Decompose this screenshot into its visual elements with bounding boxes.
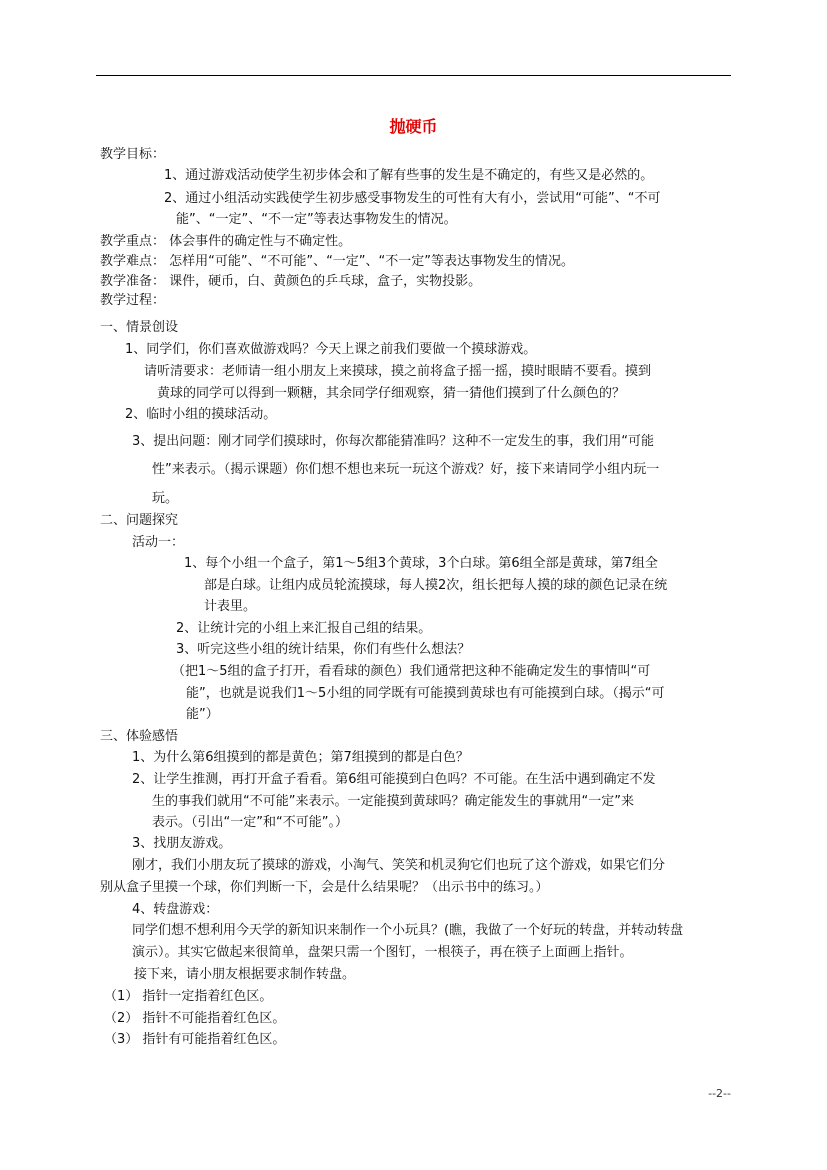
objective-1: 1、通过游戏活动使学生初步体会和了解有些事的发生是不确定的，有些又是必然的。 [164, 168, 654, 183]
section-3-item-2-line-1: 2、让学生推测，再打开盒子看看。第6组可能摸到白色吗？不可能。在生活中遇到确定不发 [132, 772, 656, 787]
requirement-2: （2） 指针不可能指着红色区。 [104, 1011, 286, 1026]
section-3-item-4: 4、转盘游戏： [132, 902, 219, 917]
section-3-item-3: 3、找朋友游戏。 [132, 836, 232, 851]
section-2-note-line-3: 能”） [186, 707, 219, 722]
section-3-heading: 三、体验感悟 [100, 729, 179, 744]
section-2-note-line-1: （把1～5组的盒子打开，看看球的颜色）我们通常把这种不能确定发生的事情叫“可 [172, 664, 651, 679]
key-point: 教学重点： 体会事件的确定性与不确定性。 [100, 234, 352, 249]
section-3-para-1-line-1: 刚才，我们小朋友玩了摸球的游戏，小淘气、笑笑和机灵狗它们也玩了这个游戏，如果它们分 [132, 858, 666, 873]
objectives-label: 教学目标： [100, 147, 166, 162]
section-3-para-2-line-1: 同学们想不想利用今天学的新知识来制作一个小玩具？(瞧，我做了一个好玩的转盘，并转动转盘 [132, 923, 684, 938]
section-2-item-3: 3、听完这些小组的统计结果，你们有些什么想法？ [176, 642, 471, 657]
process-label: 教学过程： [100, 293, 166, 308]
section-1-heading: 一、情景创设 [100, 320, 179, 335]
section-3-para-3: 接下来，请小朋友根据要求制作转盘。 [134, 967, 356, 982]
section-1-item-1-detail-2: 黄球的同学可以得到一颗糖，其余同学仔细观察，猜一猜他们摸到了什么颜色的？ [157, 386, 626, 401]
section-2-item-1-line-1: 1、每个小组一个盒子，第1～5组3个黄球，3个白球。第6组全部是黄球，第7组全 [184, 556, 658, 571]
section-1-item-3-line-1: 3、提出问题：刚才同学们摸球时，你每次都能猜准吗？这种不一定发生的事，我们用“可能 [132, 434, 655, 449]
section-3-para-2-line-2: 演示）。其实它做起来很简单，盘架只需一个图钉，一根筷子，再在筷子上面画上指针。 [132, 945, 633, 960]
section-2-note-line-2: 能”，也就是说我们1～5小组的同学既有可能摸到黄球也有可能摸到白球。（揭示“可 [186, 686, 665, 701]
activity-label: 活动一： [132, 535, 185, 550]
objective-2-line-1: 2、通过小组活动实践使学生初步感受事物发生的可性有大有小，尝试用“可能”、“不可 [164, 191, 661, 206]
section-1-item-2: 2、临时小组的摸球活动。 [125, 407, 277, 422]
section-3-para-1-line-2: 别从盒子里摸一个球，你们判断一下，会是什么结果呢？（出示书中的练习。） [100, 880, 549, 895]
section-1-item-1-detail-1: 请听清要求：老师请一组小朋友上来摸球，摸之前将盒子摇一摇，摸时眼睛不要看。摸到 [144, 364, 652, 379]
preparation: 教学准备： 课件，硬币，白、黄颜色的乒乓球，盒子，实物投影。 [100, 274, 482, 289]
section-2-item-1-line-3: 计表里。 [204, 599, 257, 614]
page-number: --2-- [708, 1087, 731, 1100]
section-2-heading: 二、问题探究 [100, 513, 179, 528]
header-rule [96, 75, 731, 76]
section-3-item-2-line-2: 生的事我们就用“不可能”来表示。一定能摸到黄球吗？确定能发生的事就用“一定”来 [152, 794, 634, 809]
objective-2-line-2: 能”、“一定”、“不一定”等表达事物发生的情况。 [176, 212, 457, 227]
section-3-item-2-line-3: 表示。（引出“一定”和“不可能”。） [152, 815, 348, 830]
document-title: 抛硬币 [389, 117, 438, 136]
section-1-item-3-line-2: 性”来表示。（揭示课题）你们想不想也来玩一玩这个游戏？好，接下来请同学小组内玩一 [152, 462, 660, 477]
section-3-item-1: 1、为什么第6组摸到的都是黄色；第7组摸到的都是白色？ [132, 750, 469, 765]
difficulty: 教学难点： 怎样用“可能”、“不可能”、“一定”、“不一定”等表达事物发生的情况。 [100, 254, 575, 269]
section-1-item-3-line-3: 玩。 [152, 491, 179, 506]
section-2-item-2: 2、让统计完的小组上来汇报自己组的结果。 [176, 621, 432, 636]
requirement-3: （3） 指针有可能指着红色区。 [104, 1032, 286, 1047]
requirement-1: （1） 指针一定指着红色区。 [104, 989, 273, 1004]
section-2-item-1-line-2: 部是白球。让组内成员轮流摸球，每人摸2次，组长把每人摸的球的颜色记录在统 [204, 578, 668, 593]
section-1-item-1: 1、同学们，你们喜欢做游戏吗？今天上课之前我们要做一个摸球游戏。 [125, 342, 537, 357]
